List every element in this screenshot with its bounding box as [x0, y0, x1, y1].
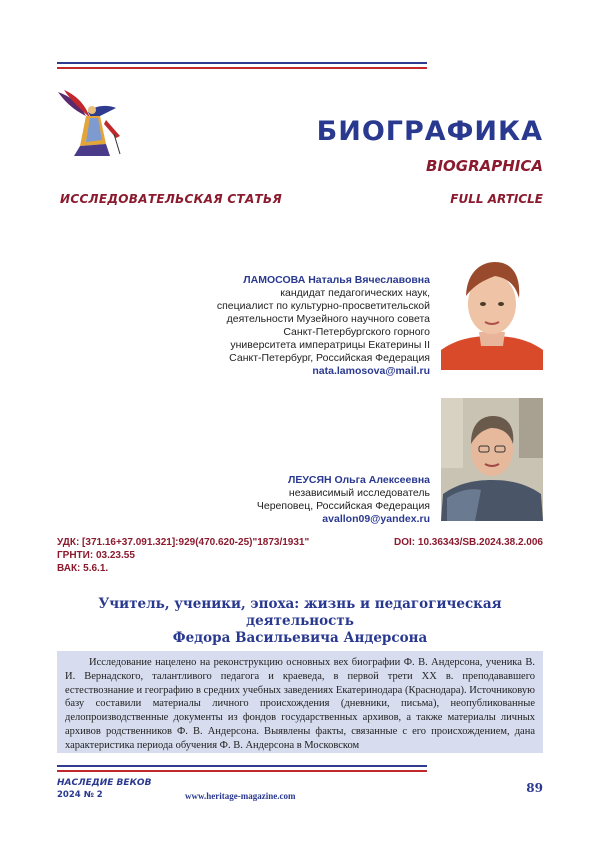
author-1-block — [150, 274, 430, 378]
author-2-line: независимый исследователь — [150, 487, 430, 500]
article-title — [57, 596, 543, 647]
vak-code: ВАК: 5.6.1. — [57, 562, 309, 575]
footer-magazine-name: НАСЛЕДИЕ ВЕКОВ — [57, 778, 151, 788]
abstract-box — [57, 651, 543, 753]
author-1-line: кандидат педагогических наук, — [150, 287, 430, 300]
author-1-line: Санкт-Петербург, Российская Федерация — [150, 352, 430, 365]
author-1-line: Санкт-Петербургского горного — [150, 326, 430, 339]
article-title-line: Учитель, ученики, эпоха: жизнь и педагогическая деятельность — [57, 596, 543, 630]
page-number: 89 — [526, 781, 543, 795]
section-title-english: BIOGRAPHICA — [426, 157, 543, 175]
author-1-line: деятельности Музейного научного совета — [150, 313, 430, 326]
author-1-photo — [441, 246, 543, 370]
author-1-name: ЛАМОСОВА Наталья Вячеславовна — [150, 274, 430, 287]
header-rule-red — [57, 67, 427, 69]
author-1-line: специалист по культурно-просветительской — [150, 300, 430, 313]
footer-website-link[interactable]: www.heritage-magazine.com — [185, 791, 295, 801]
author-2-line: Череповец, Российская Федерация — [150, 500, 430, 513]
footer-issue: 2024 № 2 — [57, 790, 103, 800]
footer-rule-red — [57, 770, 427, 772]
article-type-english: FULL ARTICLE — [450, 192, 543, 206]
section-title: БИОГРАФИКА — [317, 116, 543, 147]
article-type: ИССЛЕДОВАТЕЛЬСКАЯ СТАТЬЯ — [60, 192, 282, 206]
classification-block — [57, 536, 309, 575]
article-title-line: Федора Васильевича Андерсона — [57, 630, 543, 647]
doi[interactable]: DOI: 10.36343/SB.2024.38.2.006 — [394, 536, 543, 549]
author-1-email[interactable]: nata.lamosova@mail.ru — [150, 365, 430, 378]
author-2-name: ЛЕУСЯН Ольга Алексеевна — [150, 474, 430, 487]
author-1-line: университета императрицы Екатерины II — [150, 339, 430, 352]
grnti-code: ГРНТИ: 03.23.55 — [57, 549, 309, 562]
author-2-block — [150, 474, 430, 526]
author-2-photo — [441, 398, 543, 521]
journal-logo-angel-icon — [50, 86, 130, 158]
abstract-text: Исследование нацелено на реконструкцию основных вех биографии Ф. В. Андерсона, ученика В. И. Вернадского, талантливого педагога и краеведа, в первой трети XX в. преподававшего естествознание и географию в средних учебных заведениях Екатеринодара (Краснодара). Источниковую базу составили материалы личного происхождения (дневники, письма), неопубликованные делопроизводственные документы из фондов государственных архивов, а также материалы личных архивов родственников Ф. В. Андерсона. Выявлены факты, связанные с его происхождением, дана характеристика периода обучения Ф. В. Андерсона в Московском — [65, 656, 535, 753]
author-2-email[interactable]: avallon09@yandex.ru — [150, 513, 430, 526]
header-rule-blue — [57, 62, 427, 64]
udk-code: УДК: [371.16+37.091.321]:929(470.620-25)"1873/1931" — [57, 536, 309, 549]
footer-rule-blue — [57, 765, 427, 767]
